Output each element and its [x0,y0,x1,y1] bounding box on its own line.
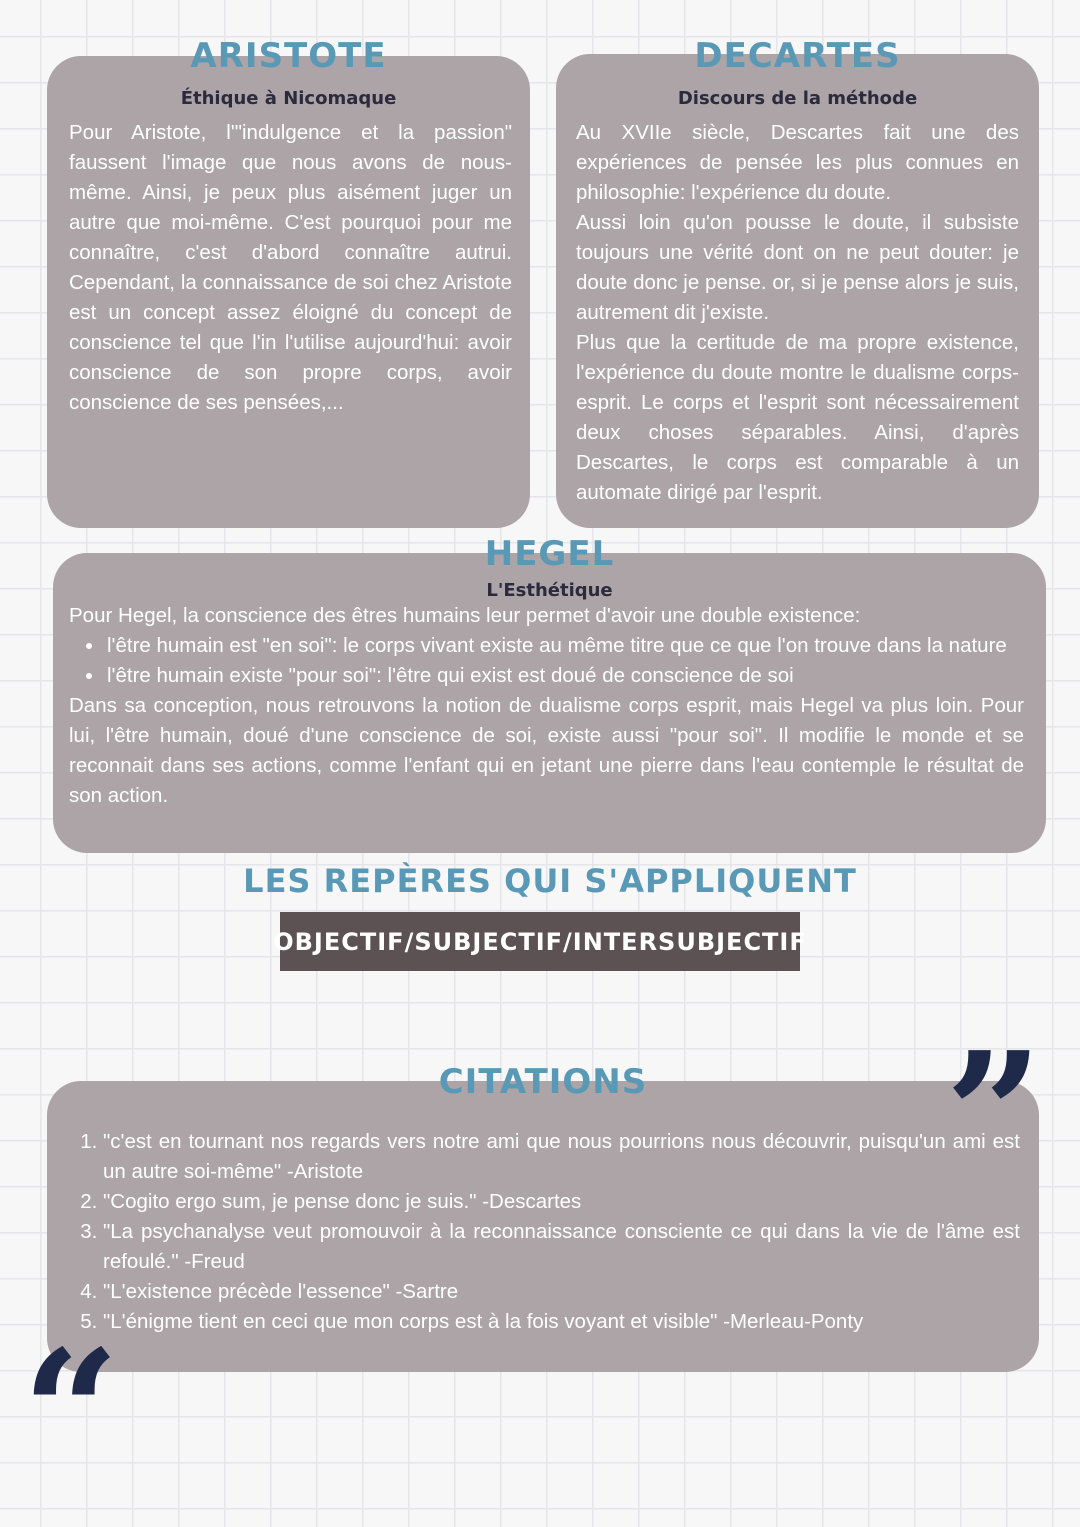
hegel-bullet: • l'être humain est "en soi": le corps vivant existe au même titre que ce que l'on trouve dans la nature [105,631,1024,661]
descartes-paragraph: Aussi loin qu'on pousse le doute, il subsiste toujours une vérité dont on ne peut douter: je doute donc je pense. or, si je pense alors je suis, autrement dit j'existe. [576,211,1019,324]
descartes-work: Discours de la méthode [677,88,918,109]
citation-item: 3. "La psychanalyse veut promouvoir à la reconnaissance consciente ce qui dans la vie de l'âme est refoulé." -Freud [103,1217,1020,1277]
descartes-title: DECARTES [694,36,901,76]
aristote-text: Pour Aristote, l'"indulgence et la passion" faussent l'image que nous avons de nous-même. Ainsi, je peux plus aisément juger un autre que moi-même. C'est pourquoi pour me connaître, c'est d'abord connaître autrui. Cependant, la connaissance de soi chez Aristote est un concept assez éloigné du concept de conscience tel que l'in l'utilise aujourd'hui: avoir conscience de son propre corps, avoir conscience de ses pensées,... [69,121,512,414]
hegel-work: L'Esthétique [486,580,613,601]
hegel-text [69,601,1024,811]
hegel-bullet: • l'être humain existe "pour soi": l'être qui exist est doué de conscience de soi [105,661,1024,691]
citation-item: 2. "Cogito ergo sum, je pense donc je suis." -Descartes [103,1187,1020,1217]
citations-title: CITATIONS [438,1062,648,1102]
reperes-band: OBJECTIF/SUBJECTIF/INTERSUBJECTIF [280,912,800,971]
descartes-text [576,118,1019,508]
citation-item: 4. "L'existence précède l'essence" -Sartre [103,1277,1020,1307]
descartes-paragraph: Au XVIIe siècle, Descartes fait une des expériences de pensée les plus connues en philosophie: l'expérience du doute. [576,121,1019,204]
descartes-paragraph: Plus que la certitude de ma propre existence, l'expérience du doute montre le dualisme corps-esprit. Le corps et l'esprit sont nécessairement deux choses séparables. Ainsi, d'après Descartes, le corps est comparable à un automate dirigé par l'esprit. [576,331,1019,504]
close-quote-icon: ” [945,1015,1043,1215]
hegel-conclusion: Dans sa conception, nous retrouvons la notion de dualisme corps esprit, mais Hegel va plus loin. Pour lui, l'être humain, doué d'une conscience de soi, existe aussi "pour soi". Il modifie le monde et se reconnait dans ses actions, comme l'enfant qui en jetant une pierre dans l'eau contemple le résultat de son action. [69,694,1024,807]
hegel-title: HEGEL [484,534,615,574]
aristote-title: ARISTOTE [190,36,387,76]
citations-list [69,1127,1020,1337]
open-quote-icon: “ [22,1313,120,1513]
hegel-intro: Pour Hegel, la conscience des êtres humains leur permet d'avoir une double existence: [69,604,861,627]
citations-text [69,1127,1020,1337]
citation-item: 1. "c'est en tournant nos regards vers notre ami que nous pourrions nous découvrir, puisqu'un ami est un autre soi-même" -Aristote [103,1127,1020,1187]
citation-item: 5. "L'énigme tient en ceci que mon corps est à la fois voyant et visible" -Merleau-Ponty [103,1307,1020,1337]
aristote-work: Éthique à Nicomaque [180,88,397,109]
reperes-title: LES REPÈRES QUI S'APPLIQUENT [243,862,857,900]
hegel-bullet-list [69,631,1024,691]
